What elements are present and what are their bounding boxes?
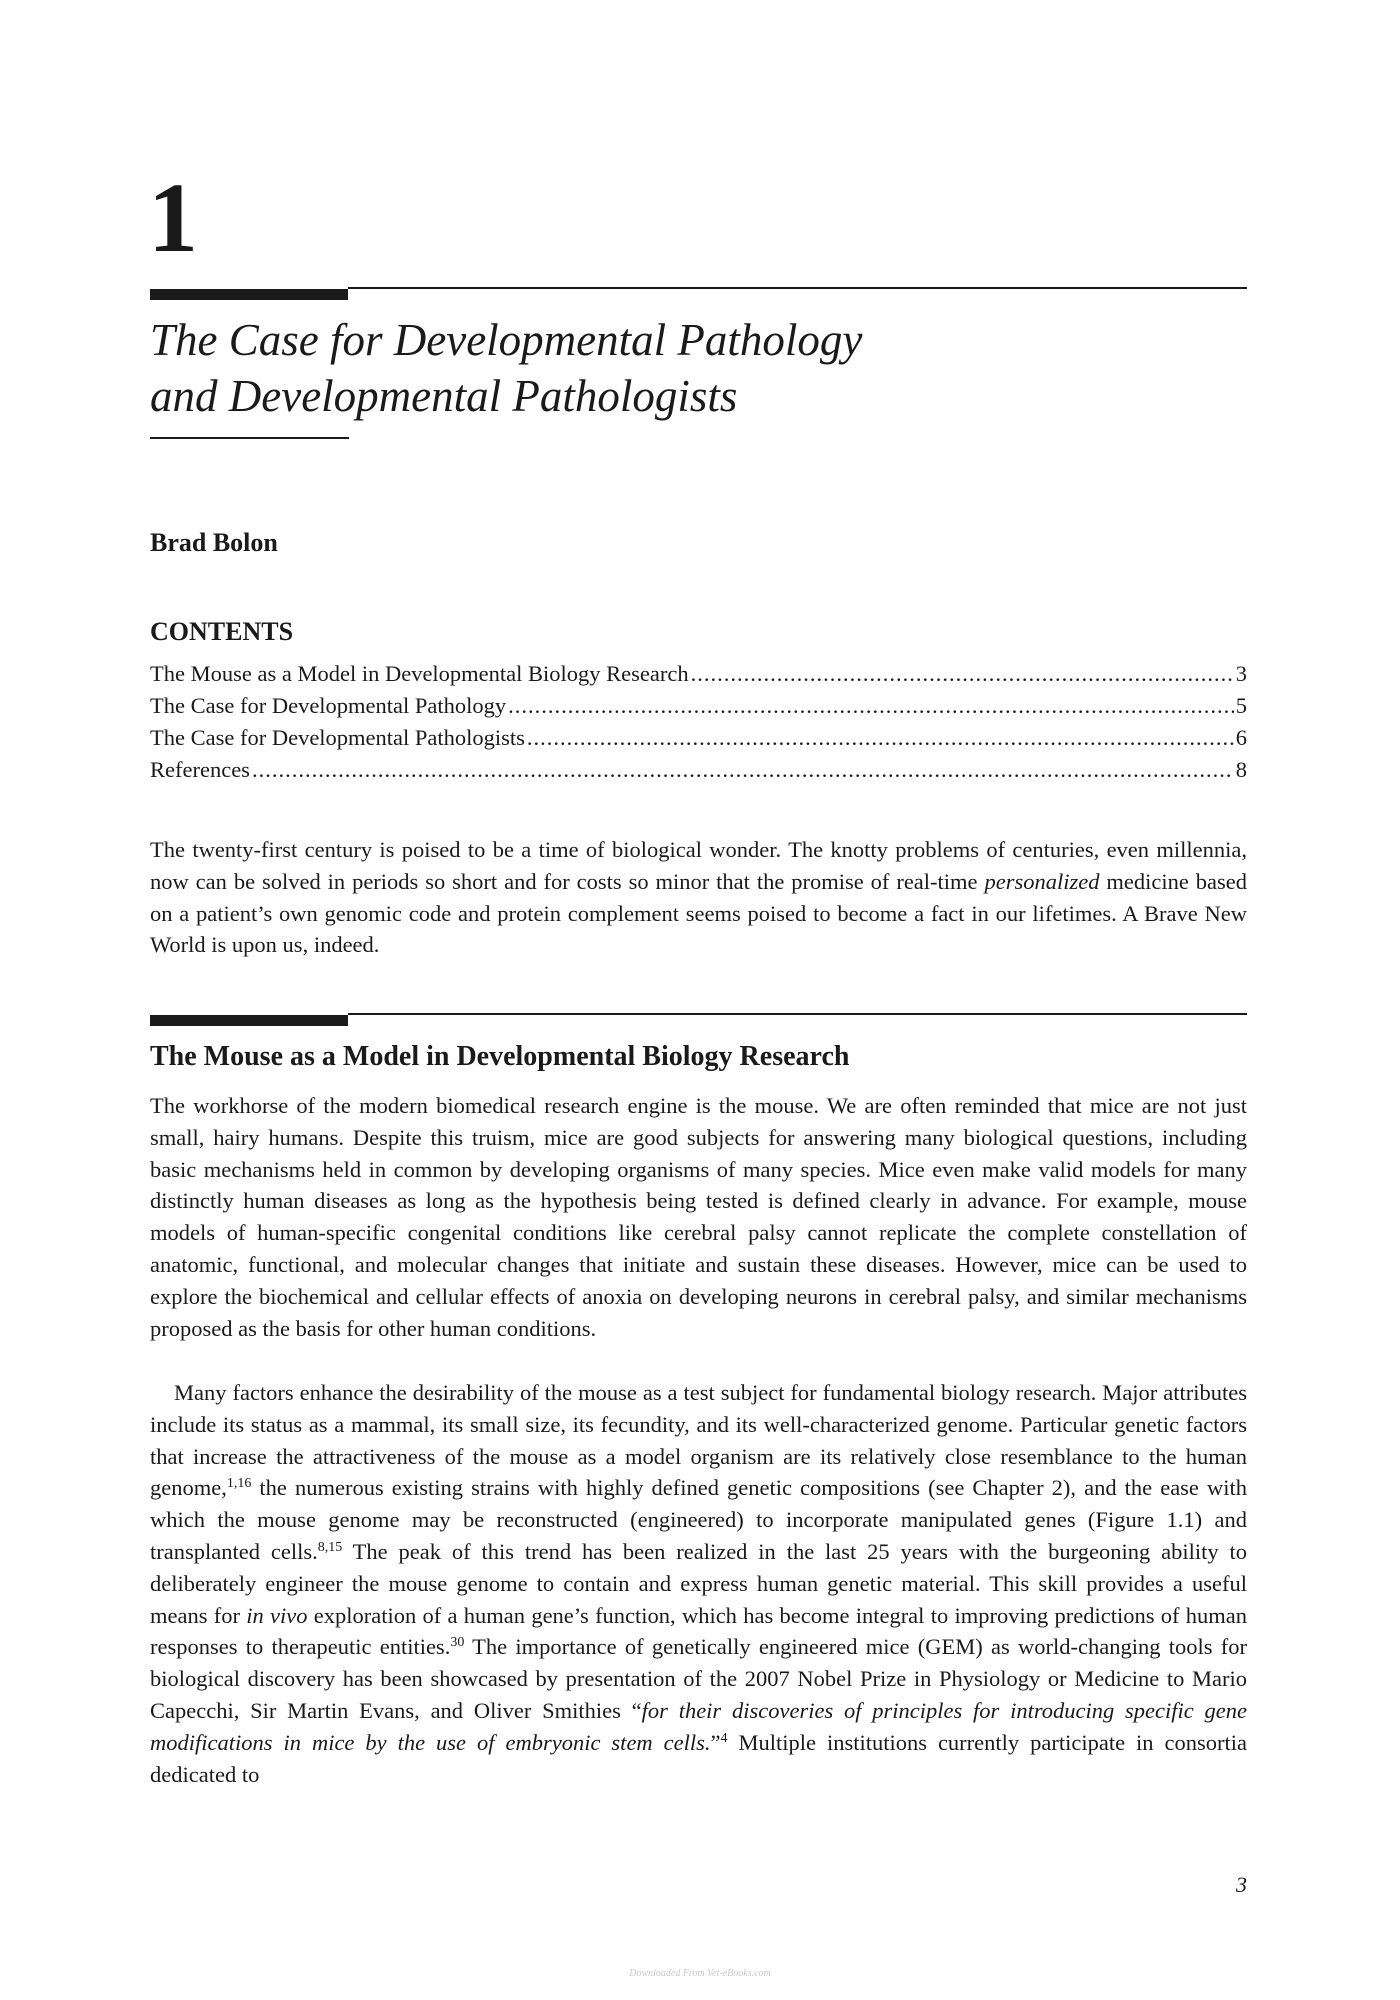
toc-entry-label: The Mouse as a Model in Developmental Biology Research bbox=[150, 661, 689, 686]
chapter-rule-thick bbox=[150, 289, 348, 300]
toc-leader-dots bbox=[508, 690, 1234, 722]
citation-superscript: 8,15 bbox=[317, 1539, 343, 1555]
toc-entry-label: The Case for Developmental Pathologists bbox=[150, 725, 525, 750]
toc-entry-page: 3 bbox=[1235, 661, 1247, 686]
section-paragraph-1: The workhorse of the modern biomedical research engine is the mouse. We are often reminded that mice are not just small, hairy humans. Despite this truism, mice are good subjects for answering many biological questions, including basic mechanisms held in common by developing organisms of many species. Mice even make valid models for many distinctly human diseases as long as the hypothesis being tested is defined clearly in advance. For example, mouse models of human-specific congenital conditions like cerebral palsy cannot replicate the complete constellation of anatomic, functional, and molecular changes that initiate and sustain these diseases. However, mice can be used to explore the biochemical and cellular effects of anoxia on developing neurons in cerebral palsy, and similar mechanisms proposed as the basis for other human conditions. bbox=[150, 1093, 1247, 1341]
toc-entry[interactable] bbox=[150, 722, 1247, 754]
toc-entry-page: 6 bbox=[1235, 725, 1247, 750]
intro-paragraph: The twenty-first century is poised to be a time of biological wonder. The knotty problems of centuries, even millennia, now can be solved in periods so short and for costs so minor that the promise of real-time personalized medicine based on a patient’s own genomic code and protein complement seems poised to become a fact in our lifetimes. A Brave New World is upon us, indeed. bbox=[150, 837, 1247, 958]
chapter-title bbox=[150, 312, 1250, 424]
section-paragraph-2: Many factors enhance the desirability of the mouse as a test subject for fundamental biology research. Major attributes include its status as a mammal, its small size, its fecundity, and its well-characterized genome. Particular genetic factors that increase the attractiveness of the mouse as a model organism are its relatively close resemblance to the human genome,$^{1,16}$ the numerous existing strains with highly defined genetic compositions (see Chapter 2), and the ease with which the mouse genome may be reconstructed (engineered) to incorporate manipulated genes (Figure 1.1) and transplanted cells.$^{8,15}$ The peak of this trend has been realized in the last 25 years with the burgeoning ability to deliberately engineer the mouse genome to contain and express human genetic material. This skill provides a useful means for in vivo exploration of a human gene’s function, which has become integral to improving predictions of human responses to therapeutic entities.$^{30}$ The importance of genetically engineered mice (GEM) as world-changing tools for biological discovery has been showcased by presentation of the 2007 Nobel Prize in Physiology or Medicine to Mario Capecchi, Sir Martin Evans, and Oliver Smithies “for their discoveries of principles for introducing specific gene modifications in mice by the use of embryonic stem cells.”$^4$ Multiple institutions currently participate in consortia dedicated to bbox=[150, 1380, 1248, 1787]
chapter-title-line-1: The Case for Developmental Pathology bbox=[150, 315, 863, 365]
table-of-contents bbox=[150, 658, 1247, 786]
chapter-rule-thin bbox=[348, 287, 1247, 289]
toc-entry-label: The Case for Developmental Pathology bbox=[150, 693, 507, 718]
chapter-title-underline bbox=[150, 437, 349, 439]
toc-leader-dots bbox=[527, 722, 1234, 754]
download-watermark: Downloaded From Vet-eBooks.com bbox=[629, 1968, 771, 1979]
contents-heading: CONTENTS bbox=[150, 617, 294, 646]
section-heading: The Mouse as a Model in Developmental Biology Research bbox=[150, 1041, 850, 1072]
page-number: 3 bbox=[1236, 1872, 1247, 1897]
citation-superscript: 1,16 bbox=[226, 1476, 252, 1492]
section-rule-thin bbox=[348, 1013, 1247, 1015]
toc-leader-dots bbox=[252, 754, 1234, 786]
emphasis-in-vivo: in vivo bbox=[246, 1602, 308, 1628]
toc-entry-page: 5 bbox=[1235, 693, 1247, 718]
author-name: Brad Bolon bbox=[150, 528, 278, 557]
nobel-citation-quote: for their discoveries of principles for introducing specific gene modifications in mice by the use of embryonic stem cells. bbox=[150, 1697, 1248, 1755]
chapter-title-line-2: and Developmental Pathologists bbox=[150, 371, 738, 421]
toc-entry[interactable] bbox=[150, 658, 1247, 690]
toc-entry-page: 8 bbox=[1235, 757, 1247, 782]
section-rule-thick bbox=[150, 1015, 348, 1026]
chapter-number: 1 bbox=[148, 162, 198, 273]
intro-emphasis: personalized bbox=[984, 868, 1100, 894]
toc-entry[interactable] bbox=[150, 754, 1247, 786]
toc-leader-dots bbox=[691, 658, 1234, 690]
citation-superscript: 30 bbox=[450, 1635, 465, 1651]
toc-entry[interactable] bbox=[150, 690, 1247, 722]
citation-superscript: 4 bbox=[720, 1730, 728, 1746]
toc-entry-label: References bbox=[150, 757, 250, 782]
